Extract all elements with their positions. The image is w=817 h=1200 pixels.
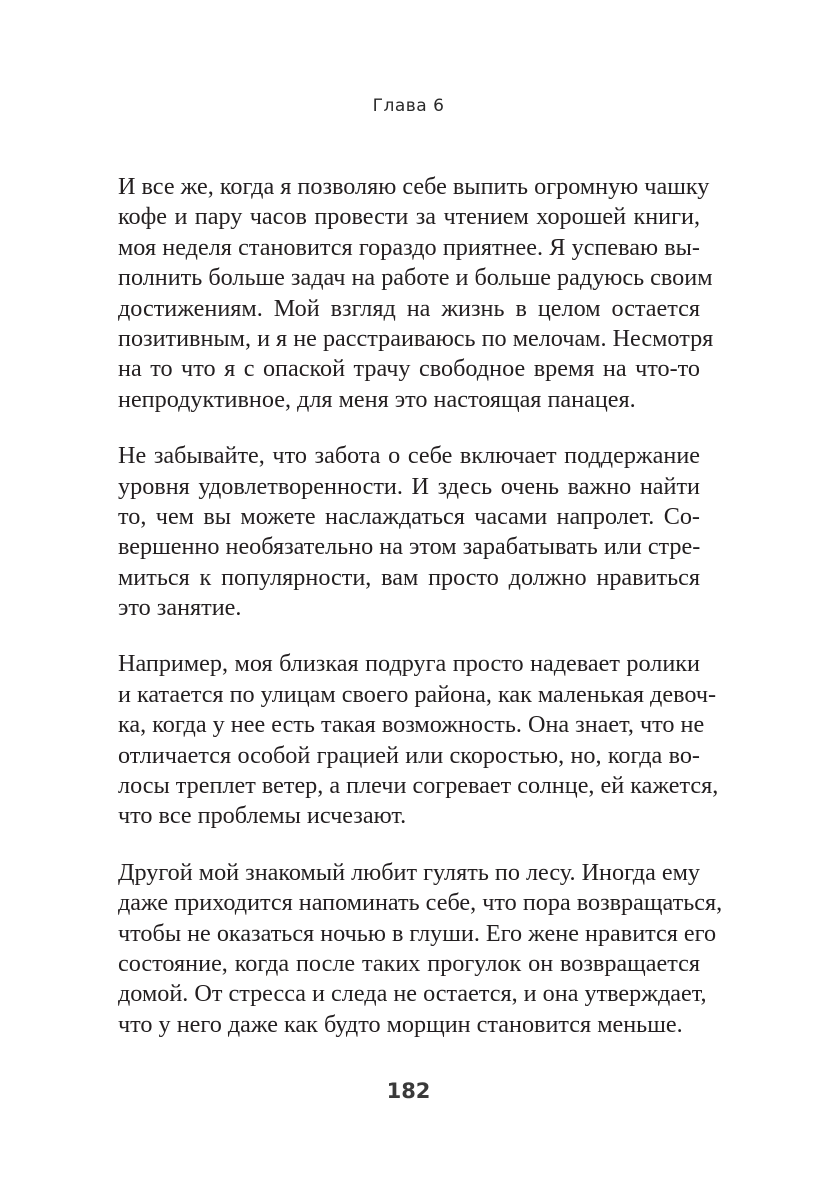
text-line: полнить больше задач на работе и больше радуюсь своим	[118, 264, 713, 292]
text-line: непродуктивное, для меня это настоящая панацея.	[118, 385, 636, 413]
text-line: Не забывайте, что забота о себе включает поддержание	[118, 442, 700, 470]
page-number: 182	[386, 1079, 431, 1103]
text-line: то, чем вы можете наслаждаться часами напролет. Со-	[118, 502, 700, 530]
text-line: на то что я с опаской трачу свободное время на что-то	[118, 355, 700, 383]
text-line: это занятие.	[118, 594, 242, 622]
text-line: позитивным, и я не расстраиваюсь по мелочам. Несмотря	[118, 324, 714, 352]
text-line: и катается по улицам своего района, как маленькая девоч-	[118, 680, 717, 708]
text-line: ка, когда у нее есть такая возможность. Она знает, что не	[118, 711, 705, 739]
text-line: вершенно необязательно на этом зарабатывать или стре-	[118, 533, 701, 561]
text-line: чтобы не оказаться ночью в глуши. Его жене нравится его	[118, 919, 717, 947]
paragraph-4	[118, 858, 723, 1040]
text-line: Другой мой знакомый любит гулять по лесу. Иногда ему	[118, 858, 701, 886]
text-line: лосы треплет ветер, а плечи согревает солнце, ей кажется,	[118, 772, 719, 800]
running-head: Глава 6	[372, 96, 445, 116]
text-line: кофе и пару часов провести за чтением хорошей книги,	[118, 203, 700, 231]
text-line: миться к популярности, вам просто должно нравиться	[118, 563, 700, 591]
paragraph-2	[118, 441, 700, 623]
text-line: И все же, когда я позволяю себе выпить огромную чашку	[118, 173, 710, 200]
text-line: состояние, когда после таких прогулок он возвращается	[118, 949, 700, 977]
text-line: отличается особой грацией или скоростью, но, когда во-	[118, 741, 700, 769]
body-text	[118, 172, 723, 1066]
paragraph-3	[118, 649, 719, 831]
text-line: даже приходится напоминать себе, что пора возвращаться,	[118, 889, 723, 917]
text-line: моя неделя становится гораздо приятнее. Я успеваю вы-	[118, 233, 700, 261]
text-line: Например, моя близкая подруга просто надевает ролики	[118, 650, 700, 678]
paragraph-1	[118, 172, 714, 415]
text-line: достижениям. Мой взгляд на жизнь в целом остается	[118, 294, 700, 322]
text-line: уровня удовлетворенности. И здесь очень важно найти	[118, 472, 700, 500]
text-line: что все проблемы исчезают.	[118, 802, 407, 830]
text-line: домой. От стресса и следа не остается, и она утверждает,	[118, 980, 707, 1008]
text-line: что у него даже как будто морщин становится меньше.	[118, 1010, 683, 1038]
